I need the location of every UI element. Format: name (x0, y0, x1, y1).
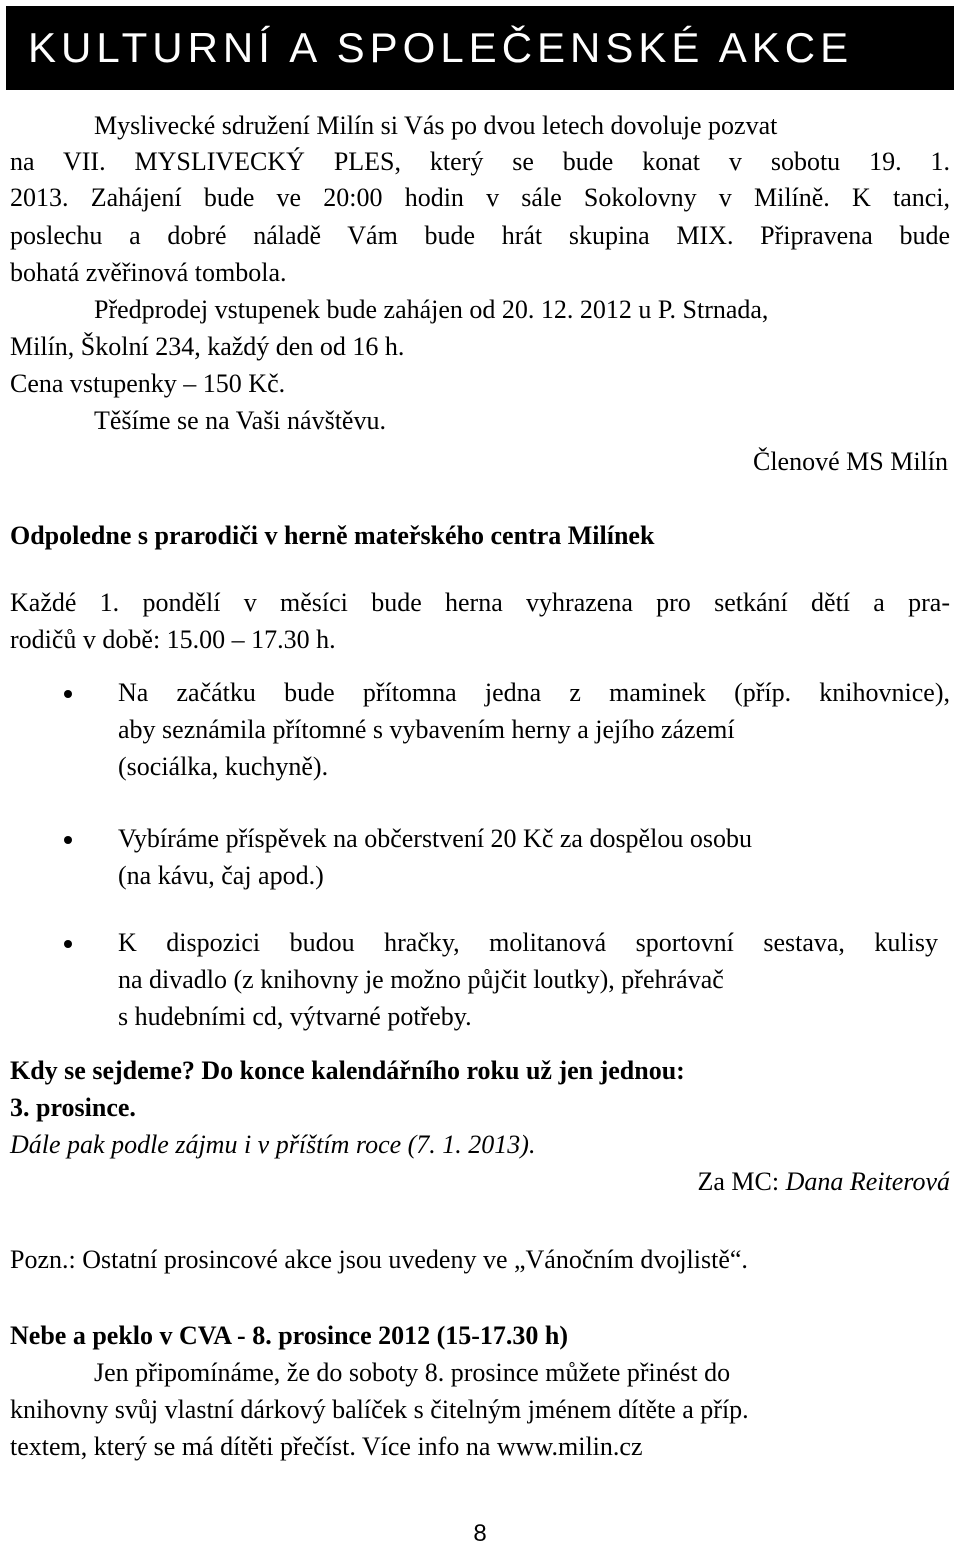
cva-line-3: textem, který se má dítěti přečíst. Více info na www.milin.cz (10, 1432, 643, 1461)
signature: Členové MS Milín (752, 447, 948, 476)
herna-heading: Odpoledne s prarodiči v herně mateřského centra Milínek (10, 521, 655, 550)
bullet-icon (64, 836, 72, 844)
ples-line-3: 2013. Zahájení bude ve 20:00 hodin v sále Sokolovny v Milíně. K tanci, (10, 183, 950, 212)
bullet-3-line-3: s hudebními cd, výtvarné potřeby. (118, 1002, 472, 1031)
bullet-icon (64, 940, 72, 948)
signed-prefix: Za MC: (697, 1167, 786, 1196)
bullet-1-line-3: (sociálka, kuchyně). (118, 752, 329, 781)
ples-line-1: Myslivecké sdružení Milín si Vás po dvou letech dovoluje pozvat (94, 111, 778, 140)
cva-line-1: Jen připomínáme, že do soboty 8. prosince můžete přinést do (94, 1358, 731, 1387)
note: Pozn.: Ostatní prosincové akce jsou uvedeny ve „Vánočním dvojlistě“. (10, 1245, 748, 1274)
ples-line-5: bohatá zvěřinová tombola. (10, 258, 287, 287)
when-question: Kdy se sejdeme? Do konce kalendářního roku už jen jednou: (10, 1056, 685, 1085)
cva-heading: Nebe a peklo v CVA - 8. prosince 2012 (15-17.30 h) (10, 1321, 569, 1350)
ticket-price: Cena vstupenky – 150 Kč. (10, 369, 286, 398)
ples-line-2: na VII. MYSLIVECKÝ PLES, který se bude konat v sobotu 19. 1. (10, 147, 950, 176)
bullet-2-line-1: Vybíráme příspěvek na občerstvení 20 Kč za dospělou osobu (118, 824, 752, 853)
ples-line-4: poslechu a dobré náladě Vám bude hrát skupina MIX. Připravena bude (10, 221, 950, 250)
herna-intro-1: Každé 1. pondělí v měsíci bude herna vyhrazena pro setkání dětí a pra- (10, 588, 950, 617)
bullet-3-line-2: na divadlo (z knihovny je možno půjčit loutky), přehrávač (118, 965, 724, 994)
when-date: 3. prosince. (10, 1093, 136, 1122)
page-number: 8 (473, 1520, 487, 1547)
signed-line (698, 1164, 951, 1200)
bullet-1-line-1: Na začátku bude přítomna jedna z maminek (příp. knihovnice), (118, 678, 950, 707)
bullet-2-line-2: (na kávu, čaj apod.) (118, 861, 324, 890)
signed-name: Dana Reiterová (785, 1167, 950, 1196)
presale-line-2: Milín, Školní 234, každý den od 16 h. (10, 332, 405, 361)
presale-line-1: Předprodej vstupenek bude zahájen od 20. 12. 2012 u P. Strnada, (94, 295, 769, 324)
cva-line-2: knihovny svůj vlastní dárkový balíček s čitelným jménem dítěte a příp. (10, 1395, 749, 1424)
bullet-1-line-2: aby seznámila přítomné s vybavením herny a jejího zázemí (118, 715, 735, 744)
bullet-3-line-1: K dispozici budou hračky, molitanová sportovní sestava, kulisy (118, 928, 938, 957)
bullet-icon (64, 690, 72, 698)
later-dates: Dále pak podle zájmu i v příštím roce (7. 1. 2013). (10, 1130, 536, 1159)
herna-intro-2: rodičů v době: 15.00 – 17.30 h. (10, 625, 336, 654)
section-title: KULTURNÍ A SPOLEČENSKÉ AKCE (6, 6, 954, 90)
greeting: Těšíme se na Vaši návštěvu. (94, 406, 386, 435)
